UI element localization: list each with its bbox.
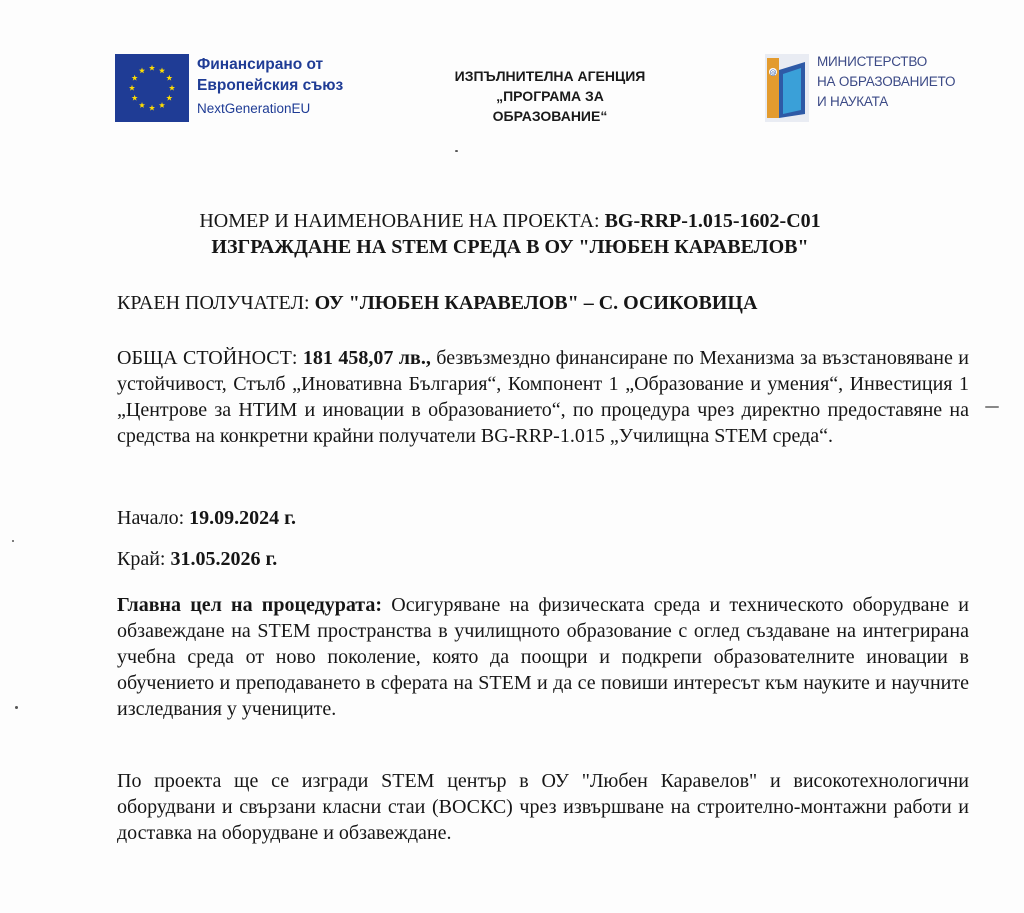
ministry-text [817, 52, 955, 112]
total-text: безвъзмездно финансиране по Механизма за възстановяване и устойчивост, Стълб „Иновативна България“, Компонент 1 „Образование и умения“, Инвестиция 1 „Центрове за НТИМ и иновации в образованието“, по процедура чрез директно предоставяне на средства на конкретни крайни получатели BG-RRP-1.015 „Училищна STEM среда“. [117, 347, 970, 447]
eu-flag-icon [115, 54, 189, 122]
ministry-line-3: И НАУКАТА [817, 94, 889, 109]
eu-star [159, 102, 165, 108]
eu-star [132, 75, 138, 81]
recipient-paragraph [117, 290, 969, 316]
goal-paragraph [117, 592, 969, 722]
ministry-emblem-icon [765, 52, 809, 124]
eu-star [129, 85, 135, 91]
scan-speck [455, 150, 458, 152]
eu-line-2: Европейския съюз [197, 77, 344, 94]
recipient-value: ОУ "ЛЮБЕН КАРАВЕЛОВ" – С. ОСИКОВИЦА [314, 292, 758, 314]
summary-text: По проекта ще се изгради STEM център в ОУ "Любен Каравелов" и високотехнологични оборудвани и свързани класни стаи (ВОСКС) чрез извършване на строително-монтажни работи и доставка на оборудване и обзавеждане. [117, 770, 969, 844]
eu-star [166, 95, 172, 101]
agency-line-2: „ПРОГРАМА ЗА ОБРАЗОВАНИЕ“ [492, 88, 608, 124]
eu-star [149, 105, 155, 111]
eu-line-1: Финансирано от [197, 56, 324, 73]
project-number-line [110, 208, 910, 234]
project-name: ИЗГРАЖДАНЕ НА STEM СРЕДА В ОУ "ЛЮБЕН КАРАВЕЛОВ" [211, 236, 809, 258]
agency-line-1: ИЗПЪЛНИТЕЛНА АГЕНЦИЯ [454, 68, 646, 84]
scan-speck [12, 540, 14, 542]
end-date-paragraph [117, 546, 969, 572]
total-value: 181 458,07 лв., [302, 347, 431, 369]
svg-text:@: @ [769, 69, 777, 77]
eu-star [139, 102, 145, 108]
project-number-label: НОМЕР И НАИМЕНОВАНИЕ НА ПРОЕКТА: [199, 210, 600, 232]
project-title-block [110, 208, 910, 260]
summary-paragraph [117, 768, 969, 846]
total-label: ОБЩА СТОЙНОСТ: [117, 347, 298, 369]
start-label: Начало: [117, 507, 185, 529]
eu-star [139, 67, 145, 73]
start-value: 19.09.2024 г. [189, 507, 296, 529]
project-number: BG-RRP-1.015-1602-C01 [604, 210, 821, 232]
ministry-line-2: НА ОБРАЗОВАНИЕТО [817, 74, 956, 89]
goal-label: Главна цел на процедурата: [117, 594, 383, 616]
goal-text: Осигуряване на физическата среда и техническото оборудване и обзавеждане на STEM пространства в училищното образование с оглед създаване на интегрирана учебна среда от ново поколение, която да поощри и подкрепи образователните иновации в обучението и преподаването в сферата на STEM и да се повиши интересът към науките и научните изследвания у учениците. [117, 594, 969, 720]
eu-star [149, 65, 155, 71]
eu-funding-text [197, 54, 343, 120]
agency-title [440, 66, 660, 126]
start-date-paragraph [117, 505, 969, 531]
eu-star [166, 75, 172, 81]
eu-funding-logo [115, 54, 343, 122]
end-value: 31.05.2026 г. [170, 548, 278, 570]
ministry-logo [765, 52, 955, 124]
eu-star [132, 95, 138, 101]
eu-star [159, 67, 165, 73]
scan-speck [15, 706, 18, 709]
end-label: Край: [117, 548, 166, 570]
scan-speck [985, 406, 999, 408]
eu-star [169, 85, 175, 91]
eu-line-3: NextGenerationEU [197, 101, 311, 116]
ministry-line-1: МИНИСТЕРСТВО [817, 54, 928, 69]
total-value-paragraph [117, 345, 969, 449]
recipient-label: КРАЕН ПОЛУЧАТЕЛ: [117, 292, 310, 314]
